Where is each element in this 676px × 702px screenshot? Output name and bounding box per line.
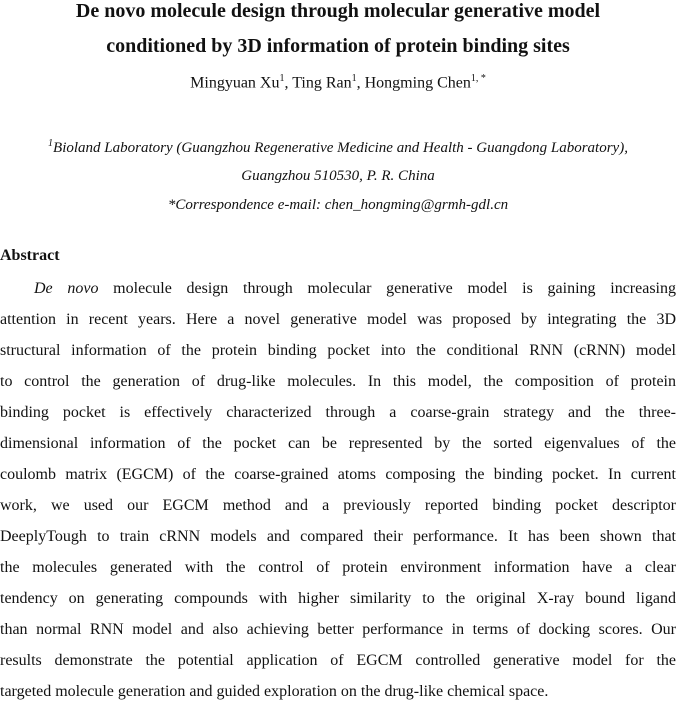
abstract-line — [0, 589, 676, 609]
abstract-line-text: binding pocket is effectively characterized through a coarse-grain strategy and the three- — [0, 404, 676, 421]
author-name: Ting Ran — [292, 74, 352, 92]
abstract-line — [34, 279, 676, 299]
abstract-line — [0, 682, 676, 702]
abstract-line — [0, 372, 676, 392]
affiliation-mark: 1 — [48, 138, 54, 149]
abstract-line — [0, 651, 676, 671]
paper-title-line-2: conditioned by 3D information of protein binding sites — [106, 35, 570, 57]
abstract-line-text: molecule design through molecular generative model is gaining increasing — [98, 280, 676, 297]
abstract-italic-term: De novo — [34, 280, 99, 297]
author-name: Mingyuan Xu — [190, 74, 280, 92]
abstract-line — [0, 465, 676, 485]
author-separator: , — [284, 74, 293, 92]
abstract-line-text: work, we used our EGCM method and a previously reported binding pocket descriptor — [0, 497, 676, 514]
author-affiliation-mark: 1, * — [470, 73, 486, 84]
abstract-line-text: results demonstrate the potential application of EGCM controlled generative model for the — [0, 652, 676, 669]
abstract-line-text: the molecules generated with the control of protein environment information have a clear — [0, 559, 676, 576]
abstract-line — [0, 620, 676, 640]
author-list — [0, 73, 676, 92]
abstract-line-text: attention in recent years. Here a novel generative model was proposed by integrating the 3D — [0, 311, 676, 328]
author-affiliation-mark: 1 — [279, 73, 285, 84]
affiliation-city: Guangzhou 510530, P. R. China — [241, 168, 435, 184]
author-separator: , — [356, 74, 365, 92]
abstract-line-text: dimensional information of the pocket can be represented by the sorted eigenvalues of the — [0, 435, 676, 452]
paper-title-line-1: De novo molecule design through molecular generative model — [75, 0, 601, 22]
correspondence-email: *Correspondence e-mail: chen_hongming@grmh-gdl.cn — [167, 197, 509, 213]
affiliation-line — [0, 138, 676, 157]
abstract-line — [0, 403, 676, 423]
abstract-line — [0, 558, 676, 578]
abstract-line-text: to control the generation of drug-like molecules. In this model, the composition of protein — [0, 373, 676, 390]
author-affiliation-mark: 1 — [351, 73, 357, 84]
abstract-line-text: tendency on generating compounds with higher similarity to the original X-ray bound ligand — [0, 590, 676, 607]
abstract-line — [0, 434, 676, 454]
abstract-line — [0, 341, 676, 361]
abstract-line-text: coulomb matrix (EGCM) of the coarse-grained atoms composing the binding pocket. In current — [0, 466, 676, 483]
abstract-line-text: targeted molecule generation and guided exploration on the drug-like chemical space. — [0, 683, 549, 700]
affiliation-text: Bioland Laboratory (Guangzhou Regenerative Medicine and Health - Guangdong Laboratory), — [53, 140, 628, 156]
abstract-line-text: DeeplyTough to train cRNN models and compared their performance. It has been shown that — [0, 528, 676, 545]
abstract-line — [0, 496, 676, 516]
abstract-line-text: structural information of the protein binding pocket into the conditional RNN (cRNN) model — [0, 342, 676, 359]
abstract-line-text: than normal RNN model and also achieving better performance in terms of docking scores. Our — [0, 621, 676, 638]
abstract-heading: Abstract — [0, 247, 60, 264]
author-name: Hongming Chen — [364, 74, 471, 92]
abstract-line — [0, 527, 676, 547]
abstract-line — [0, 310, 676, 330]
